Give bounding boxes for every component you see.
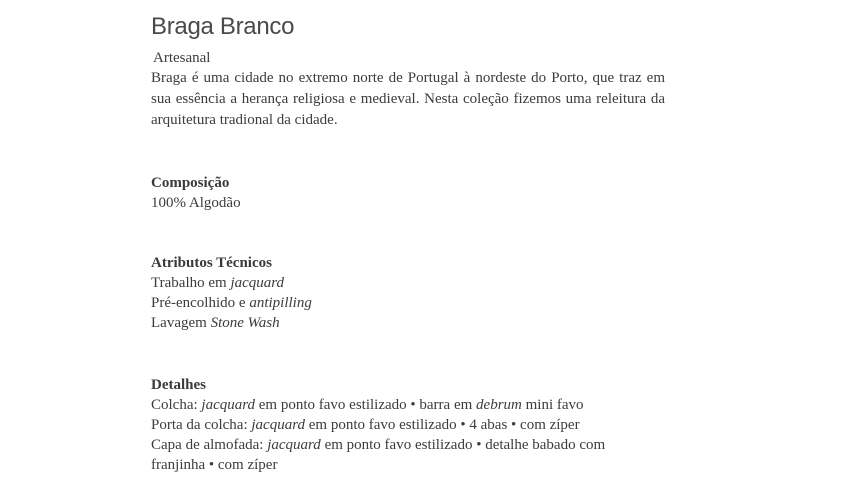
attribute-line-2 bbox=[151, 293, 665, 313]
detail-line-2-term: jacquard bbox=[251, 417, 305, 433]
product-title: Braga Branco bbox=[151, 13, 295, 40]
detail-line-1-text: em ponto favo estilizado • barra em bbox=[255, 397, 477, 413]
detail-line-1-label: Colcha: bbox=[151, 397, 202, 413]
detail-line-2-text: em ponto favo estilizado • 4 abas • com zíper bbox=[305, 417, 580, 433]
detail-line-4: franjinha • com zíper bbox=[151, 457, 278, 473]
attribute-line-1-text: Trabalho em bbox=[151, 275, 231, 291]
attribute-line-3-term: Stone Wash bbox=[210, 315, 280, 331]
detail-line-3-text: em ponto favo estilizado • detalhe babado com bbox=[320, 437, 606, 453]
detail-line-1-term-2: debrum bbox=[476, 397, 522, 413]
detail-line-1-text-2: mini favo bbox=[521, 397, 584, 413]
product-subtitle: Artesanal bbox=[153, 50, 211, 66]
product-intro: Braga é uma cidade no extremo norte de Portugal à nordeste do Porto, que traz em sua essência a herança religiosa e medieval. Nesta coleção fizemos uma releitura da arquitetura tradional da cidade. bbox=[151, 70, 665, 128]
attribute-line-1 bbox=[151, 273, 665, 293]
detail-line-1 bbox=[151, 395, 665, 415]
detail-line-3 bbox=[151, 435, 665, 455]
detail-line-2-label: Porta da colcha: bbox=[151, 417, 252, 433]
detail-line-1-term: jacquard bbox=[201, 397, 256, 413]
composition-heading: Composição bbox=[151, 175, 230, 191]
attribute-line-2-text: Pré-encolhido e bbox=[151, 295, 250, 311]
details-section bbox=[151, 375, 665, 475]
composition-value: 100% Algodão bbox=[151, 195, 241, 211]
technical-attributes-section bbox=[151, 253, 665, 333]
attribute-line-3 bbox=[151, 313, 665, 333]
technical-attributes-heading: Atributos Técnicos bbox=[151, 255, 272, 271]
detail-line-2 bbox=[151, 415, 665, 435]
product-description bbox=[151, 10, 665, 475]
detail-line-3-label: Capa de almofada: bbox=[151, 437, 268, 453]
details-heading: Detalhes bbox=[151, 377, 206, 393]
attribute-line-2-term: antipilling bbox=[249, 295, 312, 311]
attribute-line-3-text: Lavagem bbox=[151, 315, 211, 331]
attribute-line-1-term: jacquard bbox=[230, 275, 285, 291]
composition-section bbox=[151, 173, 665, 213]
detail-line-3-term: jacquard bbox=[267, 437, 321, 453]
